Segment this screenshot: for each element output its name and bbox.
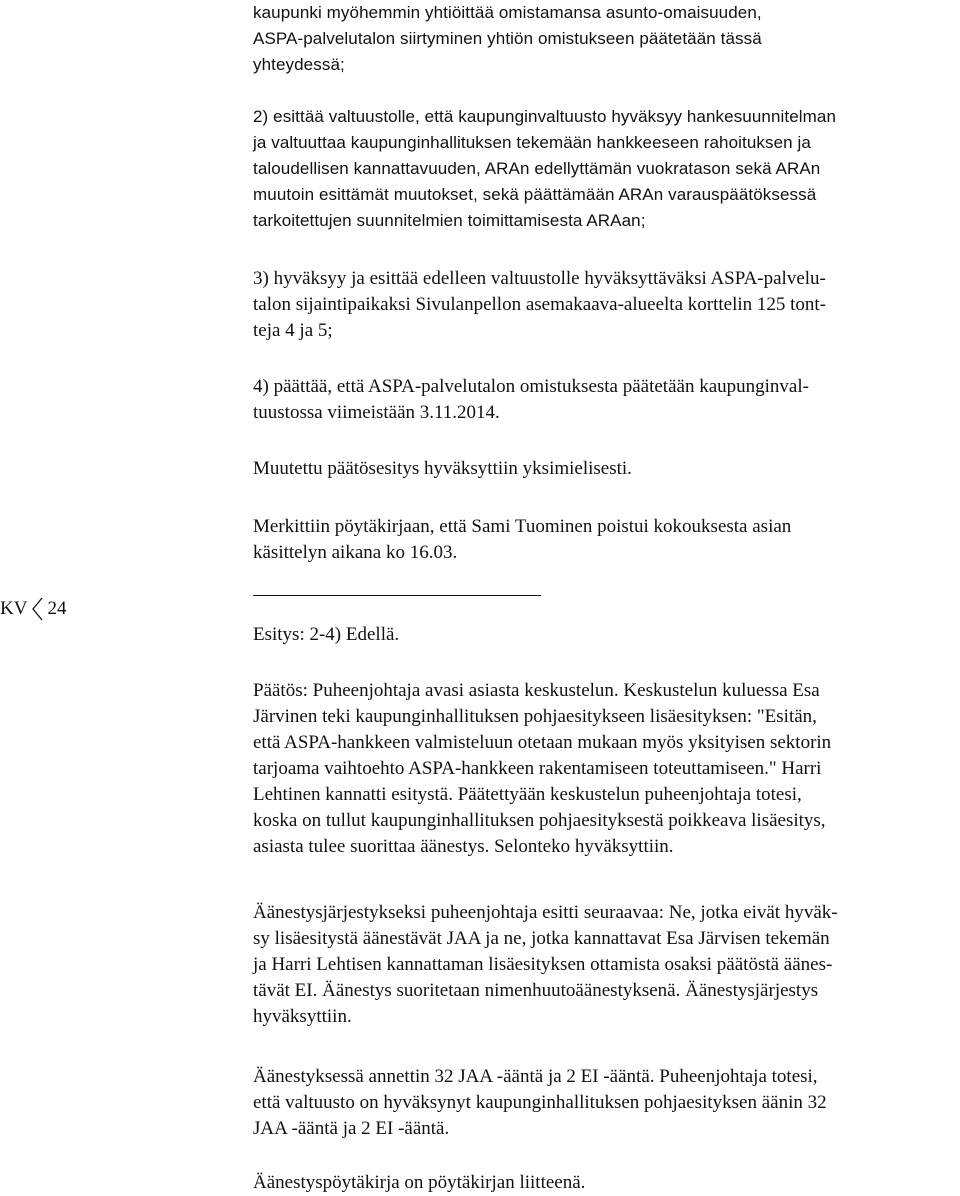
text-line: 4) päättää, että ASPA-palvelutalon omistuksesta päätetään kaupunginval- — [253, 376, 809, 397]
text-line: taloudellisen kannattavuuden, ARAn edellyttämän vuokratason sekä ARAn — [253, 159, 821, 178]
text-line: koska on tullut kaupunginhallituksen pohjaesityksestä poikkeava lisäesitys, — [253, 810, 826, 831]
text-line: tuustossa viimeistään 3.11.2014. — [253, 402, 500, 423]
text-line: että ASPA-hankkeen valmisteluun otetaan mukaan myös yksityisen sektorin — [253, 732, 832, 753]
paragraph-proposal — [253, 622, 960, 648]
text-line: hyväksyttiin. — [253, 1006, 352, 1027]
text-line: kaupunki myöhemmin yhtiöittää omistamansa asunto-omaisuuden, — [253, 3, 762, 22]
paragraph-vote-result — [253, 1064, 960, 1142]
text-line: Merkittiin pöytäkirjaan, että Sami Tuominen poistui kokouksesta asian — [253, 516, 792, 537]
text-line: asiasta tulee suorittaa äänestys. Selonteko hyväksyttiin. — [253, 836, 674, 857]
text-line: Äänestyspöytäkirja on pöytäkirjan liitteenä. — [253, 1172, 586, 1193]
section-mark-icon — [27, 596, 47, 622]
text-line: että valtuusto on hyväksynyt kaupunginhallituksen pohjaesityksen äänin 32 — [253, 1092, 827, 1113]
paragraph-amended-decision — [253, 456, 960, 482]
text-line: ja valtuuttaa kaupunginhallituksen tekemään hankkeeseen rahoituksen ja — [253, 133, 811, 152]
text-line: Esitys: 2-4) Edellä. — [253, 624, 400, 645]
text-line: JAA -ääntä ja 2 EI -ääntä. — [253, 1118, 450, 1139]
paragraph-item-2 — [253, 104, 960, 234]
section-number: 24 — [47, 598, 67, 619]
text-line: Järvinen teki kaupunginhallituksen pohjaesitykseen lisäesityksen: "Esitän, — [253, 706, 817, 727]
text-line: Päätös: Puheenjohtaja avasi asiasta keskustelun. Keskustelun kuluessa Esa — [253, 680, 820, 701]
paragraph-continuation — [253, 0, 960, 78]
text-line: käsittelyn aikana ko 16.03. — [253, 542, 458, 563]
paragraph-item-4 — [253, 374, 960, 426]
section-divider — [253, 595, 541, 596]
paragraph-attachment-note — [253, 1170, 960, 1196]
text-line: Äänestyksessä annettin 32 JAA -ääntä ja 2 EI -ääntä. Puheenjohtaja totesi, — [253, 1066, 818, 1087]
text-line: talon sijaintipaikaksi Sivulanpellon asemakaava-alueelta korttelin 125 tont- — [253, 294, 827, 315]
section-label: KV — [0, 598, 28, 619]
text-line: Muutettu päätösesitys hyväksyttiin yksimielisesti. — [253, 458, 632, 479]
text-line: 2) esittää valtuustolle, että kaupunginvaltuusto hyväksyy hankesuunnitelman — [253, 107, 837, 126]
text-line: Äänestysjärjestykseksi puheenjohtaja esitti seuraavaa: Ne, jotka eivät hyväk- — [253, 902, 838, 923]
paragraph-decision — [253, 678, 960, 860]
text-line: Lehtinen kannatti esitystä. Päätettyään keskustelun puheenjohtaja totesi, — [253, 784, 802, 805]
text-line: ASPA-palvelutalon siirtyminen yhtiön omistukseen päätetään tässä — [253, 29, 762, 48]
text-line: tävät EI. Äänestys suoritetaan nimenhuutoäänestyksenä. Äänestysjärjestys — [253, 980, 819, 1001]
text-line: tarkoitettujen suunnitelmien toimittamisesta ARAan; — [253, 211, 646, 230]
text-line: tarjoama vaihtoehto ASPA-hankkeen rakentamiseen toteuttamiseen." Harri — [253, 758, 822, 779]
text-line: sy lisäesitystä äänestävät JAA ja ne, jotka kannattavat Esa Järvisen tekemän — [253, 928, 830, 949]
paragraph-item-3 — [253, 266, 960, 344]
paragraph-minutes-note — [253, 514, 960, 566]
text-line: yhteydessä; — [253, 55, 345, 74]
text-line: ja Harri Lehtisen kannattaman lisäesityksen ottamista osaksi päätöstä äänes- — [253, 954, 833, 975]
text-line: teja 4 ja 5; — [253, 320, 333, 341]
text-line: 3) hyväksyy ja esittää edelleen valtuustolle hyväksyttäväksi ASPA-palvelu- — [253, 268, 826, 289]
paragraph-voting-order — [253, 900, 960, 1030]
section-marker — [0, 596, 66, 622]
text-line: muutoin esittämät muutokset, sekä päättämään ARAn varauspäätöksessä — [253, 185, 817, 204]
